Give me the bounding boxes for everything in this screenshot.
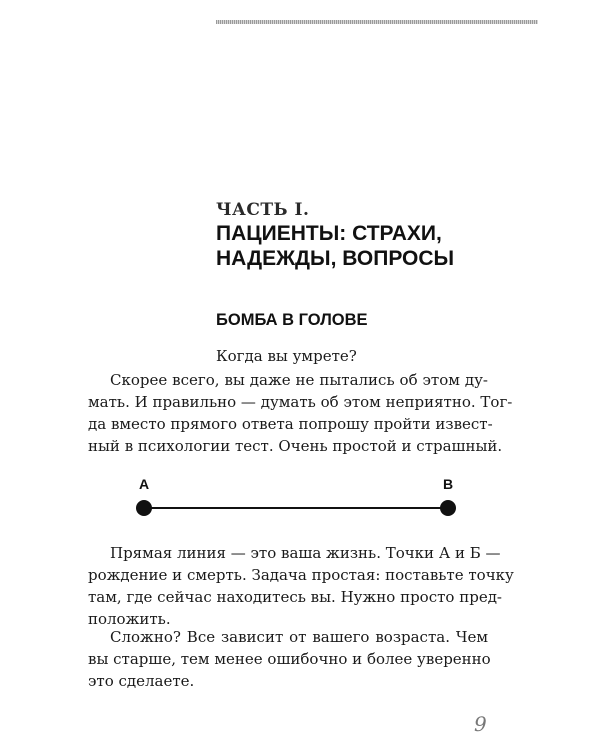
paragraph-explanation [88, 542, 514, 630]
part-title-line: ПАЦИЕНТЫ: СТРАХИ, [216, 222, 442, 245]
section-title: БОМБА В ГОЛОВЕ [216, 311, 368, 329]
text-line: Когда вы умрете? [216, 347, 357, 365]
life-line-diagram [120, 472, 480, 522]
point-a-dot [136, 500, 152, 516]
header-rule [216, 20, 538, 24]
paragraph-age [88, 626, 491, 692]
text-line: Сложно? Все зависит от вашего возраста. Чем [110, 628, 488, 646]
text-line: это сделаете. [88, 672, 195, 690]
text-line: там, где сейчас находитесь вы. Нужно просто пред- [88, 588, 502, 606]
question-line [216, 345, 357, 367]
part-label: ЧАСТЬ I. [216, 200, 310, 220]
text-line: ный в психологии тест. Очень простой и страшный. [88, 437, 503, 455]
page-number: 9 [474, 712, 487, 736]
part-title [216, 221, 454, 271]
text-line: мать. И правильно — думать об этом неприятно. Тог- [88, 393, 513, 411]
text-line: вы старше, тем менее ошибочно и более уверенно [88, 650, 491, 668]
text-line: Скорее всего, вы даже не пытались об этом ду- [110, 371, 488, 389]
part-title-line: НАДЕЖДЫ, ВОПРОСЫ [216, 247, 455, 270]
text-line: рождение и смерть. Задача простая: поставьте точку [88, 566, 514, 584]
point-a-label: A [138, 476, 150, 492]
point-b-dot [440, 500, 456, 516]
paragraph-intro [88, 369, 513, 457]
text-line: да вместо прямого ответа попрошу пройти извест- [88, 415, 493, 433]
point-b-label: B [442, 476, 454, 492]
text-line: Прямая линия — это ваша жизнь. Точки А и Б — [110, 544, 501, 562]
text-line: положить. [88, 610, 171, 628]
